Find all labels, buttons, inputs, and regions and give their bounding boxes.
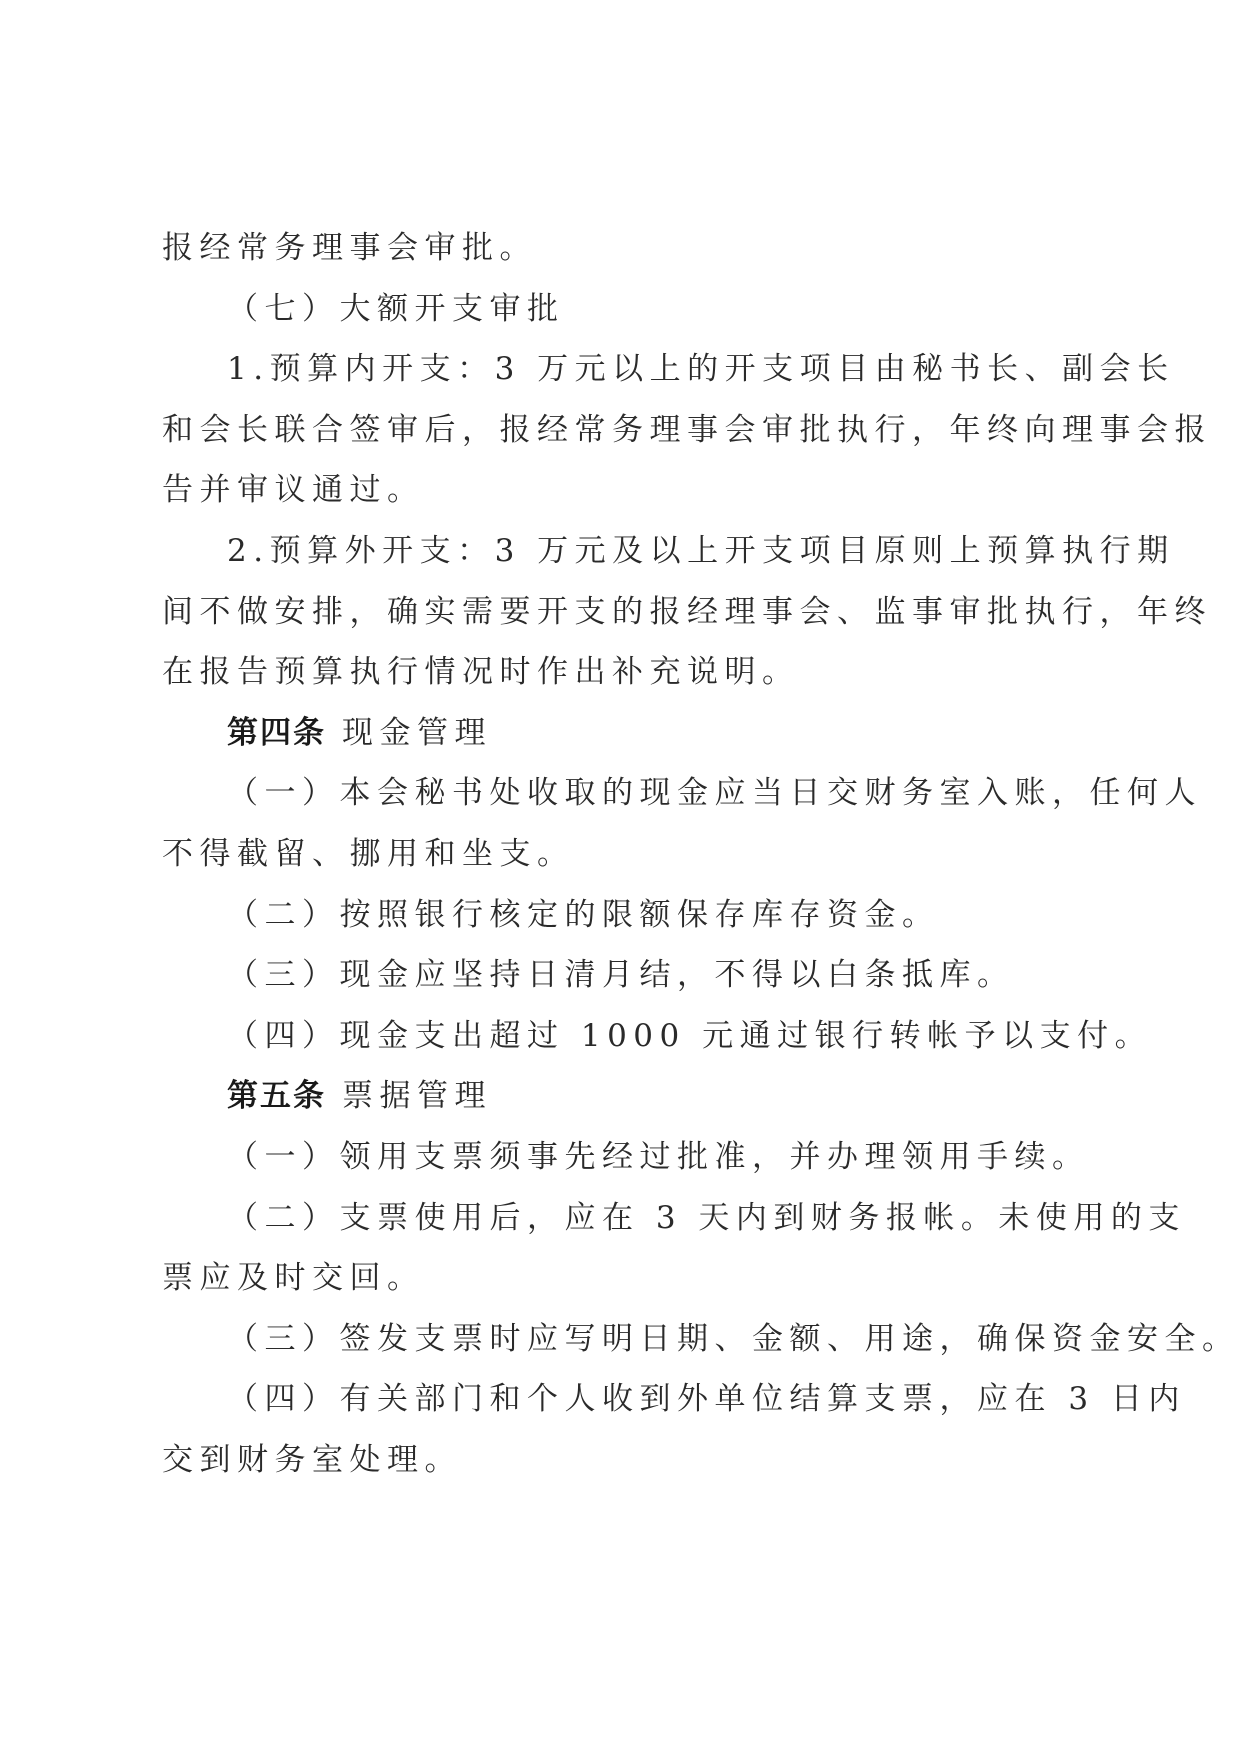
article-heading (162, 1066, 1082, 1127)
article-title: 现金管理 (342, 714, 492, 751)
paragraph-line: （二）按照银行核定的限额保存库存资金。 (227, 896, 940, 933)
document-body (162, 218, 1240, 1490)
paragraph-line: （四）现金支出超过 1000 元通过银行转帐予以支付。 (227, 1017, 1153, 1054)
paragraph-line: （一）本会秘书处收取的现金应当日交财务室入账，任何人 (227, 775, 1202, 812)
paragraph-line: 间不做安排，确实需要开支的报经理事会、监事审批执行，年终 (162, 593, 1212, 630)
article-number: 第四条 (227, 714, 326, 751)
paragraph-line: 票应及时交回。 (162, 1260, 425, 1297)
subsection-heading: （七）大额开支审批 (227, 290, 565, 327)
paragraph-line: 2.预算外开支：3 万元及以上开支项目原则上预算执行期 (227, 532, 1175, 569)
paragraph-line: 交到财务室处理。 (162, 1441, 462, 1478)
paragraph-line: 在报告预算执行情况时作出补充说明。 (162, 654, 800, 691)
paragraph-line: 告并审议通过。 (162, 472, 425, 509)
paragraph-line: 和会长联合签审后，报经常务理事会审批执行，年终向理事会报 (162, 411, 1212, 448)
paragraph-line: （三）签发支票时应写明日期、金额、用途，确保资金安全。 (227, 1320, 1240, 1357)
article-number: 第五条 (227, 1078, 326, 1115)
article-heading (162, 703, 1082, 764)
paragraph-line: （二）支票使用后，应在 3 天内到财务报帐。未使用的支 (227, 1199, 1186, 1236)
article-title: 票据管理 (342, 1078, 492, 1115)
paragraph-line: 1.预算内开支：3 万元以上的开支项目由秘书长、副会长 (227, 351, 1175, 388)
paragraph-line: 报经常务理事会审批。 (162, 230, 537, 266)
paragraph-line: （三）现金应坚持日清月结，不得以白条抵库。 (227, 957, 1015, 994)
paragraph-line: （一）领用支票须事先经过批准，并办理领用手续。 (227, 1138, 1090, 1175)
paragraph-line: 不得截留、挪用和坐支。 (162, 835, 575, 872)
paragraph-line: （四）有关部门和个人收到外单位结算支票，应在 3 日内 (227, 1381, 1186, 1418)
